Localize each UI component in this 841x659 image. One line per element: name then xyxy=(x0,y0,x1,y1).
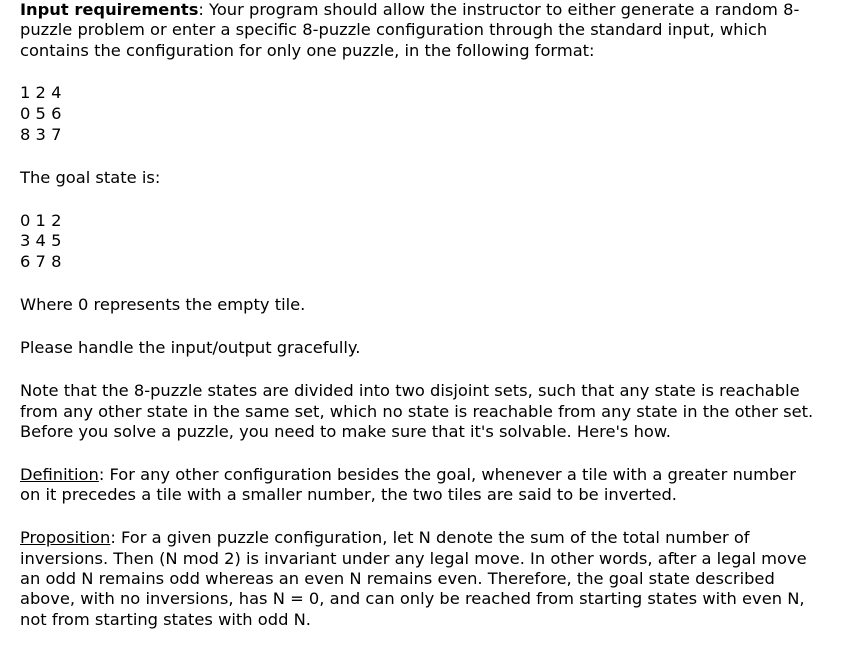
sample-puzzle-row: 8 3 7 xyxy=(20,124,62,144)
goal-puzzle-row: 6 7 8 xyxy=(20,252,62,272)
goal-puzzle xyxy=(20,211,821,273)
definition-label: Definition xyxy=(20,464,99,484)
definition-text: : For any other configuration besides the goal, whenever a tile with a greater number on it precedes a tile with a smaller number, the two tiles are said to be inverted. xyxy=(20,464,796,505)
input-requirements-label: Input requirements xyxy=(20,0,199,19)
definition-paragraph xyxy=(20,465,821,506)
io-note: Please handle the input/output gracefully. xyxy=(20,338,361,358)
goal-puzzle-row: 3 4 5 xyxy=(20,231,62,251)
input-requirements-text: : Your program should allow the instructor to either generate a random 8-puzzle problem or enter a specific 8-puzzle configuration through the standard input, which contains the configuration for only one puzzle, in the following format: xyxy=(20,0,800,60)
sample-puzzle-row: 1 2 4 xyxy=(20,83,62,103)
goal-puzzle-row: 0 1 2 xyxy=(20,210,62,230)
empty-tile-note: Where 0 represents the empty tile. xyxy=(20,295,306,315)
sample-puzzle-row: 0 5 6 xyxy=(20,104,62,124)
solvability-paragraph: Note that the 8-puzzle states are divided into two disjoint sets, such that any state is reachable from any other state in the same set, which no state is reachable from any state in the other set. Before you solve a puzzle, you need to make sure that it's solvable. Here's how. xyxy=(20,381,814,442)
goal-state-label: The goal state is: xyxy=(20,168,161,188)
input-requirements-paragraph xyxy=(20,0,821,61)
sample-puzzle xyxy=(20,83,821,145)
proposition-paragraph xyxy=(20,528,821,630)
proposition-label: Proposition xyxy=(20,528,111,548)
proposition-text: : For a given puzzle configuration, let N denote the sum of the total number of inversions. Then (N mod 2) is invariant under any legal move. In other words, after a legal move an odd N remains odd whereas an even N remains even. Therefore, the goal state described above, with no inversions, has N = 0, and can only be reached from starting states with even N, not from starting states with odd N. xyxy=(20,528,807,629)
